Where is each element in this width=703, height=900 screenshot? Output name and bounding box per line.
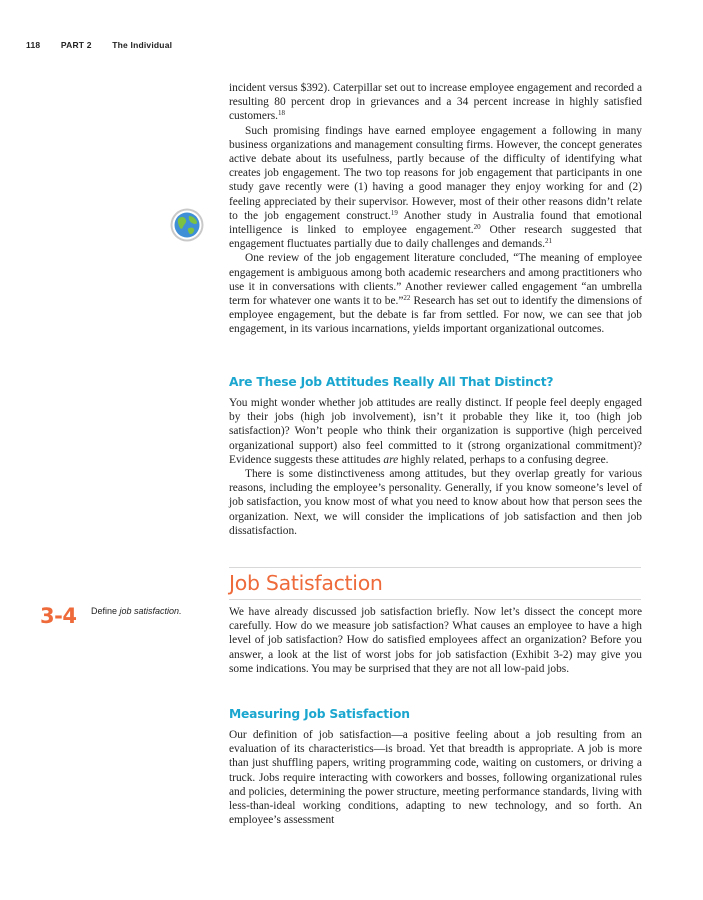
paragraph: Our definition of job satisfaction—a positive feeling about a job resulting from an evaluation of its characteristics—is broad. Yet that breadth is appropriate. A job is more than just shuffling papers, writing programming code, waiting on customers, or driving a truck. Jobs require interacting with coworkers and bosses, following organizational rules and policies, determining the power structure, meeting performance standards, living with less-than-ideal working conditions, adapting to new technology, and so forth. An employee’s assessment	[229, 729, 642, 827]
globe-icon	[170, 208, 204, 242]
learning-objective-number: 3-4	[40, 604, 77, 628]
part-title: The Individual	[112, 40, 173, 50]
endnote-ref: 18	[278, 109, 286, 118]
distinct-text	[229, 396, 642, 538]
section-divider-bottom	[229, 599, 641, 600]
intro-text	[229, 81, 642, 337]
paragraph: One review of the job engagement literature concluded, “The meaning of employee engagement is ambiguous among both academic researchers and among practitioners who use it in conversations with clients.” Another reviewer called engagement “an umbrella term for whatever one wants it to be.”$^{22}$ Research has set out to identify the dimensions of employee engagement, but the debate is far from settled. For now, we can see that job engagement, in its various incarnations, yields important organizational outcomes.	[229, 252, 642, 336]
paragraph: There is some distinctiveness among attitudes, but they overlap greatly for various reasons, including the employee’s personality. Generally, if you know someone’s level of job satisfaction, you know most of what you need to know about how that person sees the organization. Next, we will consider the implications of job satisfaction and then job dissatisfaction.	[229, 468, 642, 537]
section-heading-distinct: Are These Job Attitudes Really All That Distinct?	[229, 375, 554, 389]
running-header	[26, 40, 190, 50]
paragraph: We have already discussed job satisfaction briefly. Now let’s dissect the concept more carefully. How do we measure job satisfaction? What causes an employee to have a high level of job satisfaction? How do satisfied employees affect an organization? Before you answer, a look at the list of worst jobs for job satisfaction (Exhibit 3-2) may give you some indications. You may be surprised that they are not all low-paid jobs.	[229, 606, 642, 675]
endnote-ref: 20	[473, 223, 481, 232]
section-heading-measuring: Measuring Job Satisfaction	[229, 707, 410, 721]
section-divider-top	[229, 567, 641, 568]
page-number: 118	[26, 40, 41, 50]
paragraph: You might wonder whether job attitudes are really distinct. If people feel deeply engaged by their jobs (high job involvement), isn’t it probable they like it, too (high job satisfaction)? Won’t people who think their organization is supportive (high perceived organizational support) also feel committed to it (strong organizational commitment)? Evidence suggests these attitudes are highly related, perhaps to a confusing degree.	[229, 397, 642, 466]
measuring-text	[229, 728, 642, 827]
paragraph: Such promising findings have earned employee engagement a following in many business organizations and management consulting firms. However, the concept generates active debate about its usefulness, partly because of the difficulty of identifying what creates job engagement. The two top reasons for job engagement that participants in one study gave recently were (1) having a good manager they enjoy working for and (2) feeling appreciated by their supervisor. However, most of their other reasons didn’t relate to the job engagement construct.$^{19}$ Another study in Australia found that emotional intelligence is linked to employee engagement.$^{20}$ Other research suggested that engagement fluctuates partially due to daily challenges and demands.$^{21}$	[229, 124, 642, 251]
paragraph: incident versus $392). Caterpillar set out to increase employee engagement and recorded a resulting 80 percent drop in grievances and a 34 percent increase in highly satisfied customers.$^{18}$	[229, 82, 642, 123]
section-heading-job-satisfaction: Job Satisfaction	[229, 571, 383, 595]
endnote-ref: 21	[544, 237, 552, 246]
endnote-ref: 19	[390, 208, 398, 217]
learning-objective-text: Define job satisfaction.	[91, 606, 182, 616]
part-label: PART 2	[60, 40, 92, 50]
endnote-ref: 22	[403, 294, 411, 303]
job-satisfaction-text	[229, 605, 642, 676]
